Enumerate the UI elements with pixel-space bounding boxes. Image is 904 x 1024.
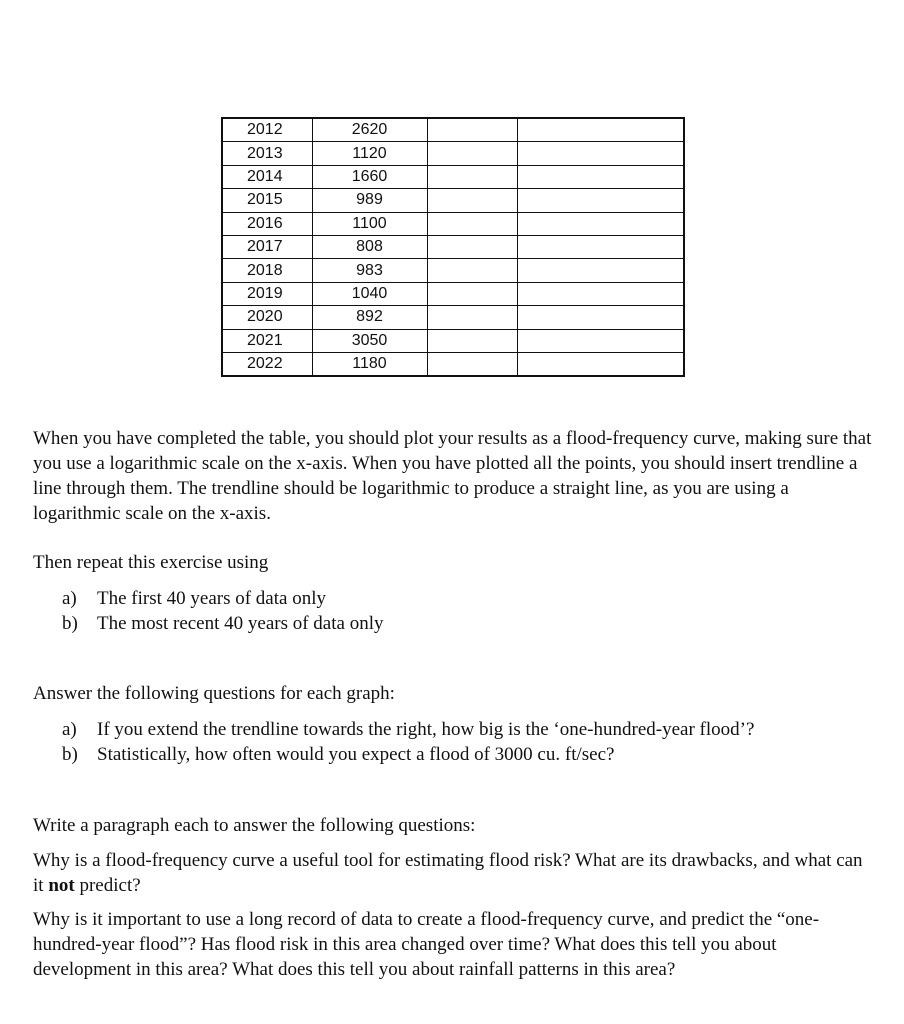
flow-cell: 1180 xyxy=(312,352,427,376)
empty-cell xyxy=(517,259,684,282)
list-item xyxy=(62,611,882,636)
year-cell: 2019 xyxy=(222,282,312,305)
table-row xyxy=(222,165,684,188)
table-row xyxy=(222,118,684,142)
list-item xyxy=(62,717,882,742)
flow-cell: 989 xyxy=(312,189,427,212)
empty-cell xyxy=(427,118,517,142)
empty-cell xyxy=(427,282,517,305)
empty-cell xyxy=(517,165,684,188)
list-item xyxy=(62,742,882,767)
repeat-list xyxy=(62,586,882,636)
table-row xyxy=(222,189,684,212)
flow-cell: 892 xyxy=(312,306,427,329)
year-cell: 2022 xyxy=(222,352,312,376)
table-row xyxy=(222,282,684,305)
emphasis-not: not xyxy=(48,875,75,896)
year-cell: 2015 xyxy=(222,189,312,212)
empty-cell xyxy=(517,352,684,376)
empty-cell xyxy=(427,212,517,235)
list-item-text: Statistically, how often would you expect a flood of 3000 cu. ft/sec? xyxy=(97,744,615,765)
flow-cell: 1040 xyxy=(312,282,427,305)
empty-cell xyxy=(427,306,517,329)
empty-cell xyxy=(427,329,517,352)
list-item-text: If you extend the trendline towards the right, how big is the ‘one-hundred-year flood’? xyxy=(97,719,755,740)
table-body xyxy=(222,118,684,376)
empty-cell xyxy=(517,212,684,235)
writing-question-2: Why is it important to use a long record of data to create a flood-frequency curve, and predict the “one-hundred-year flood”? Has flood risk in this area changed over time? What does this tell you about development in this area? What does this tell you about rainfall patterns in this area? xyxy=(33,909,820,980)
flow-cell: 1660 xyxy=(312,165,427,188)
empty-cell xyxy=(517,282,684,305)
flow-cell: 983 xyxy=(312,259,427,282)
empty-cell xyxy=(427,165,517,188)
empty-cell xyxy=(517,235,684,258)
year-cell: 2012 xyxy=(222,118,312,142)
table-row xyxy=(222,306,684,329)
year-cell: 2016 xyxy=(222,212,312,235)
flood-data-table xyxy=(221,117,685,377)
writing-question-1 xyxy=(33,848,875,898)
year-cell: 2020 xyxy=(222,306,312,329)
year-cell: 2017 xyxy=(222,235,312,258)
year-cell: 2021 xyxy=(222,329,312,352)
question-1-text-end: predict? xyxy=(74,875,141,896)
flow-cell: 2620 xyxy=(312,118,427,142)
questions-intro: Answer the following questions for each graph: xyxy=(33,683,395,704)
list-marker: b) xyxy=(62,744,78,765)
writing-intro: Write a paragraph each to answer the following questions: xyxy=(33,815,476,836)
flow-cell: 1120 xyxy=(312,142,427,165)
flow-cell: 1100 xyxy=(312,212,427,235)
empty-cell xyxy=(517,306,684,329)
list-item-text: The first 40 years of data only xyxy=(97,588,326,609)
empty-cell xyxy=(517,329,684,352)
flow-cell: 3050 xyxy=(312,329,427,352)
empty-cell xyxy=(427,189,517,212)
table-row xyxy=(222,142,684,165)
table-row xyxy=(222,235,684,258)
list-item xyxy=(62,586,882,611)
flow-cell: 808 xyxy=(312,235,427,258)
empty-cell xyxy=(517,189,684,212)
list-marker: a) xyxy=(62,719,77,740)
table-row xyxy=(222,329,684,352)
table-row xyxy=(222,352,684,376)
empty-cell xyxy=(517,118,684,142)
list-item-text: The most recent 40 years of data only xyxy=(97,613,384,634)
table-row xyxy=(222,259,684,282)
empty-cell xyxy=(427,142,517,165)
instructions-paragraph: When you have completed the table, you should plot your results as a flood-frequency curve, making sure that you use a logarithmic scale on the x-axis. When you have plotted all the points, you should insert trendline a line through them. The trendline should be logarithmic to produce a straight line, as you are using a logarithmic scale on the x-axis. xyxy=(33,428,872,524)
repeat-intro: Then repeat this exercise using xyxy=(33,552,269,573)
questions-list xyxy=(62,717,882,767)
year-cell: 2014 xyxy=(222,165,312,188)
list-marker: a) xyxy=(62,588,77,609)
question-1-text-start: Why is a flood-frequency curve a useful tool for estimating flood risk? What are its drawbacks, and what can it xyxy=(33,850,863,896)
list-marker: b) xyxy=(62,613,78,634)
table-row xyxy=(222,212,684,235)
empty-cell xyxy=(427,259,517,282)
empty-cell xyxy=(427,235,517,258)
empty-cell xyxy=(427,352,517,376)
year-cell: 2013 xyxy=(222,142,312,165)
empty-cell xyxy=(517,142,684,165)
year-cell: 2018 xyxy=(222,259,312,282)
